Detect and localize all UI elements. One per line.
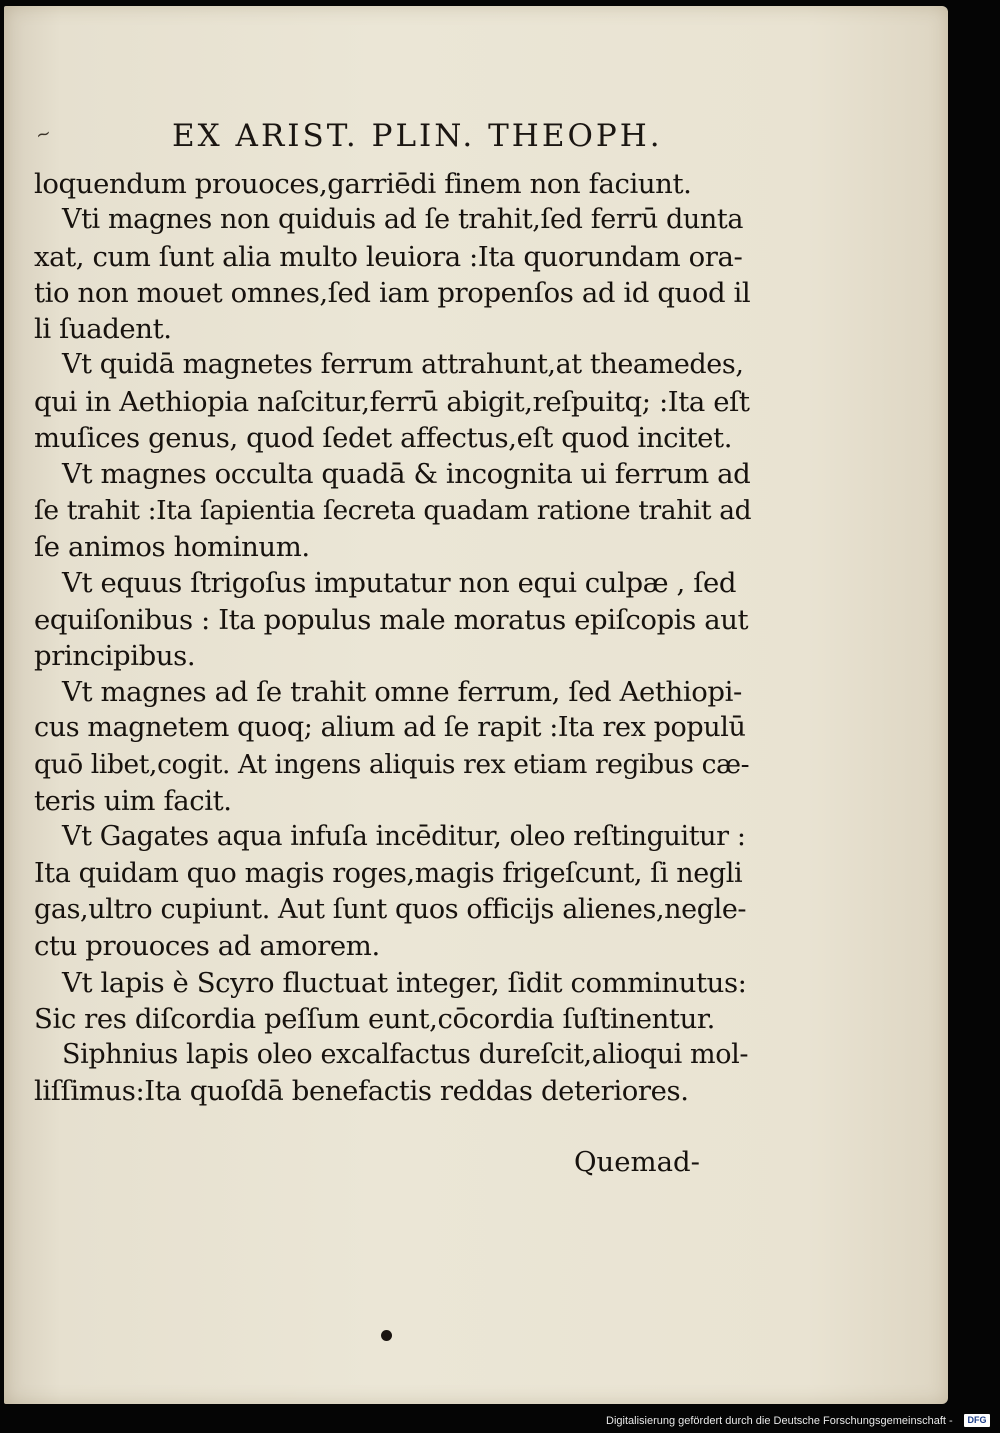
dfg-logo: DFG [964,1414,990,1427]
text-line: loquendum prouoces,garriēdi finem non faciunt. [34,168,692,200]
text-line: quō libet,cogit. At ingens aliquis rex etiam regibus cæ- [34,748,750,780]
text-line: Sic res diſcordia peſſum eunt,cōcordia ſuſtinentur. [34,1002,715,1035]
body-text [34,166,752,1110]
text-line: li ſuadent. [34,313,172,346]
text-line: liſſimus:Ita quoſdā benefactis reddas deteriores. [34,1075,689,1108]
text-line: Vt equus ſtrigoſus imputatur non equi culpæ , ſed [62,567,737,600]
text-line: xat, cum ſunt alia multo leuiora :Ita quorundam ora- [34,240,743,273]
text-line: ctu prouoces ad amorem. [34,930,380,963]
text-line: Siphnius lapis oleo excalfactus dureſcit,alioqui mol- [62,1039,749,1071]
text-line: Vt quidā magnetes ferrum attrahunt,at theamedes, [62,349,744,381]
book-page [4,6,948,1404]
running-head: EX ARIST. PLIN. THEOPH. [172,118,663,154]
text-line: equiſonibus : Ita populus male moratus epiſcopis aut [34,603,749,636]
text-line: Vt Gagates aqua infuſa incēditur, oleo reſtinguitur : [62,821,746,853]
text-line: principibus. [34,639,196,672]
text-line: teris uim facit. [34,785,232,818]
text-line: Vti magnes non quiduis ad ſe trahit,ſed ferrū dunta [62,204,744,236]
text-line: Vt magnes occulta quadā & incognita ui ferrum ad [62,458,751,491]
digitization-credit: Digitalisierung gefördert durch die Deutsche Forschungsgemeinschaft - [606,1415,953,1427]
signature-dot [381,1330,392,1341]
text-line: cus magnetem quoq; alium ad ſe rapit :Ita rex populū [34,712,746,744]
text-line: ſe trahit :Ita ſapientia ſecreta quadam ratione trahit ad [34,494,752,526]
text-line: qui in Aethiopia naſcitur,ferrū abigit,reſpuitq; :Ita eſt [34,385,750,418]
text-line: ſe animos hominum. [34,530,310,563]
margin-mark: ~ [33,122,54,147]
catchword: Quemad- [574,1146,700,1178]
text-line: muſices genus, quod ſedet affectus,eſt quod incitet. [34,422,733,455]
text-line: Vt magnes ad ſe trahit omne ferrum, ſed Aethiopi- [62,676,742,709]
text-line: Vt lapis è Scyro fluctuat integer, ſidit comminutus: [62,966,747,999]
text-line: tio non mouet omnes,ſed iam propenſos ad id quod il [34,276,751,309]
text-line: Ita quidam quo magis roges,magis frigeſcunt, ſi negli [34,857,743,889]
text-line: gas,ultro cupiunt. Aut ſunt quos officijs alienes,negle- [34,893,747,925]
